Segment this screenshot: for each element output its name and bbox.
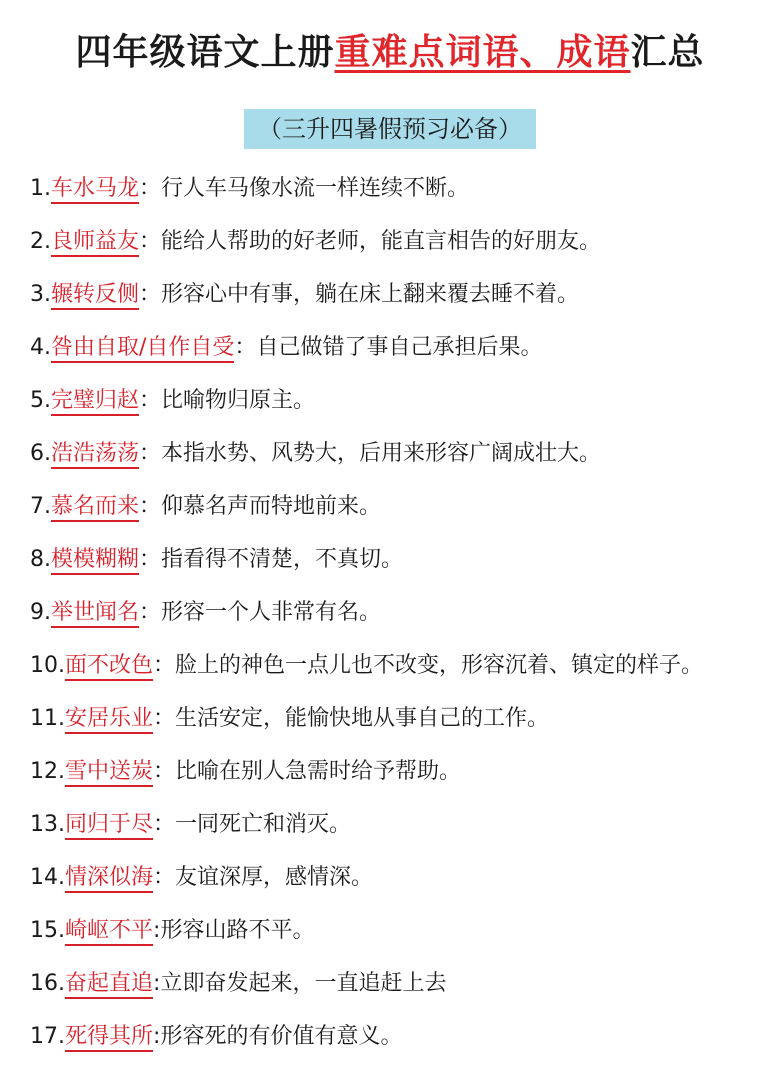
item-number: 1. [30,176,51,201]
item-separator: ： [153,865,176,890]
idiom-term: 面不改色 [65,653,153,681]
list-item [30,167,770,220]
subtitle-banner [0,109,780,149]
idiom-term: 安居乐业 [65,706,153,734]
item-number: 7. [30,494,51,519]
list-item [30,538,770,591]
item-separator: ： [139,494,162,519]
item-number: 11. [30,706,65,731]
list-item [30,750,770,803]
list-item [30,273,770,326]
idiom-definition: 比喻物归原主。 [161,388,316,413]
item-separator: ： [139,282,162,307]
item-separator: ： [234,335,257,360]
idiom-list [30,167,770,1068]
item-separator: : [153,971,161,996]
idiom-term: 雪中送炭 [65,759,153,787]
idiom-term: 同归于尽 [65,812,153,840]
idiom-term: 良师益友 [51,229,139,257]
idiom-definition: 形容心中有事，躺在床上翻来覆去睡不着。 [161,282,580,307]
item-separator: ： [153,759,176,784]
idiom-definition: 行人车马像水流一样连续不断。 [161,176,470,201]
title-prefix: 四年级语文上册 [75,32,335,73]
idiom-term: 情深似海 [65,865,153,893]
idiom-definition: 形容死的有价值有意义。 [160,1024,403,1049]
idiom-term: 完璧归赵 [51,388,139,416]
idiom-term: 奋起直追 [65,971,153,999]
item-separator: ： [139,176,162,201]
idiom-term: 咎由自取/自作自受 [51,335,234,363]
idiom-definition: 指看得不清楚，不真切。 [161,547,404,572]
item-number: 13. [30,812,65,837]
list-item [30,1015,770,1068]
item-separator: ： [153,653,176,678]
item-number: 3. [30,282,51,307]
idiom-definition: 仰慕名声而特地前来。 [161,494,382,519]
item-number: 15. [30,918,65,943]
item-separator: ： [153,812,176,837]
idiom-definition: 生活安定，能愉快地从事自己的工作。 [175,706,550,731]
item-number: 2. [30,229,51,254]
page-title [0,28,780,78]
idiom-term: 死得其所 [65,1024,153,1052]
list-item [30,697,770,750]
idiom-definition: 形容山路不平。 [160,918,315,943]
item-separator: : [153,918,161,943]
item-separator: : [153,1024,161,1049]
idiom-term: 崎岖不平 [65,918,153,946]
title-suffix: 汇总 [630,32,705,73]
idiom-term: 模模糊糊 [51,547,139,575]
item-separator: ： [139,600,162,625]
idiom-definition: 友谊深厚，感情深。 [175,865,374,890]
item-number: 9. [30,600,51,625]
item-separator: ： [139,388,162,413]
item-number: 16. [30,971,65,996]
item-separator: ： [153,706,176,731]
idiom-definition: 能给人帮助的好老师，能直言相告的好朋友。 [161,229,602,254]
idiom-term: 举世闻名 [51,600,139,628]
list-item [30,326,770,379]
idiom-definition: 形容一个人非常有名。 [161,600,382,625]
list-item [30,591,770,644]
idiom-definition: 自己做错了事自己承担后果。 [256,335,543,360]
list-item [30,220,770,273]
idiom-term: 慕名而来 [51,494,139,522]
title-highlight: 重难点词语、成语 [334,32,631,73]
list-item [30,909,770,962]
idiom-term: 辗转反侧 [51,282,139,310]
list-item [30,644,770,697]
list-item [30,379,770,432]
idiom-term: 浩浩荡荡 [51,441,139,469]
item-number: 14. [30,865,65,890]
idiom-definition: 比喻在别人急需时给予帮助。 [175,759,462,784]
item-number: 4. [30,335,51,360]
idiom-definition: 立即奋发起来，一直追赶上去 [160,971,447,996]
idiom-definition: 一同死亡和消灭。 [175,812,352,837]
item-separator: ： [139,547,162,572]
list-item [30,962,770,1015]
item-number: 8. [30,547,51,572]
list-item [30,485,770,538]
item-separator: ： [139,441,162,466]
item-number: 17. [30,1024,65,1049]
item-number: 12. [30,759,65,784]
list-item [30,856,770,909]
list-item [30,803,770,856]
subtitle: （三升四暑假预习必备） [244,109,536,149]
idiom-definition: 本指水势、风势大，后用来形容广阔成壮大。 [161,441,602,466]
item-number: 10. [30,653,65,678]
item-number: 6. [30,441,51,466]
idiom-term: 车水马龙 [51,176,139,204]
item-separator: ： [139,229,162,254]
list-item [30,432,770,485]
idiom-definition: 脸上的神色一点儿也不改变，形容沉着、镇定的样子。 [175,653,704,678]
item-number: 5. [30,388,51,413]
